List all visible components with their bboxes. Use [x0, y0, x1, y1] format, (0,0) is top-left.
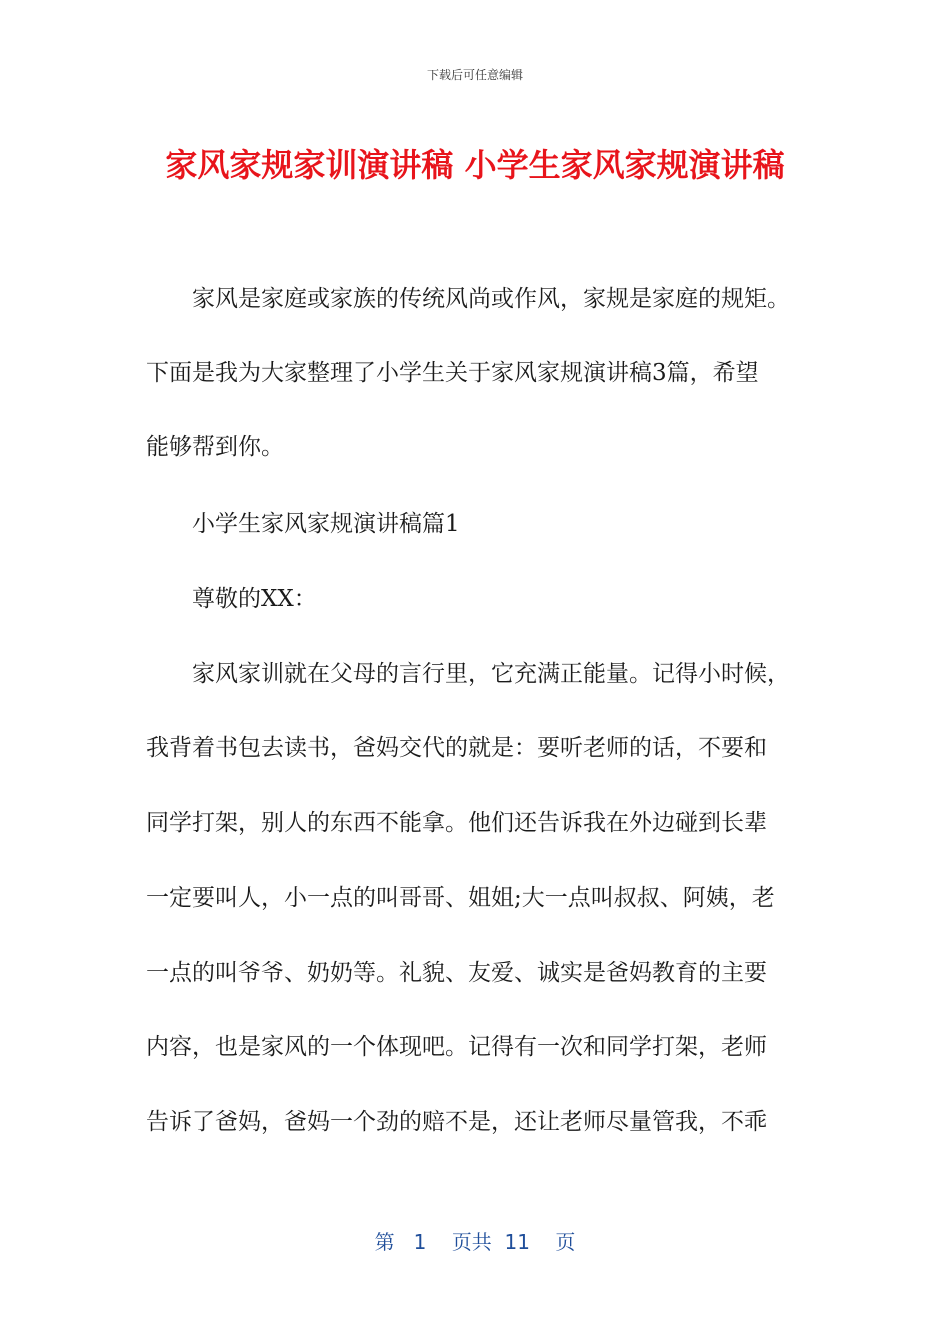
paragraph-line: 我背着书包去读书，爸妈交代的就是：要听老师的话，不要和 — [146, 735, 767, 761]
paragraph-line: 一定要叫人，小一点的叫哥哥、姐姐;大一点叫叔叔、阿姨，老 — [146, 885, 775, 911]
paragraph-line: 一点的叫爷爷、奶奶等。礼貌、友爱、诚实是爸妈教育的主要 — [146, 960, 767, 986]
current-page-number: 1 — [413, 1230, 427, 1254]
paragraph-line: 下面是我为大家整理了小学生关于家风家规演讲稿3篇，希望 — [146, 360, 759, 386]
paragraph-line: 内容，也是家风的一个体现吧。记得有一次和同学打架，老师 — [146, 1034, 767, 1060]
header-note: 下载后可任意编辑 — [426, 68, 523, 82]
paragraph-line: 同学打架，别人的东西不能拿。他们还告诉我在外边碰到长辈 — [146, 810, 767, 836]
footer-suffix: 页 — [555, 1230, 576, 1254]
section-heading: 小学生家风家规演讲稿篇1 — [192, 511, 460, 537]
total-pages-number: 11 — [504, 1230, 530, 1254]
footer-middle: 页共 — [451, 1230, 492, 1254]
page-footer — [0, 1226, 950, 1255]
paragraph-line: 告诉了爸妈，爸妈一个劲的赔不是，还让老师尽量管我，不乖 — [146, 1109, 767, 1135]
paragraph-line: 能够帮到你。 — [146, 434, 284, 460]
salutation: 尊敬的XX： — [192, 586, 317, 612]
paragraph-line: 家风是家庭或家族的传统风尚或作风，家规是家庭的规矩。 — [192, 286, 790, 312]
footer-prefix: 第 — [374, 1230, 395, 1254]
paragraph-line: 家风家训就在父母的言行里，它充满正能量。记得小时候， — [192, 661, 790, 687]
document-title: 家风家规家训演讲稿 小学生家风家规演讲稿 — [165, 146, 785, 184]
